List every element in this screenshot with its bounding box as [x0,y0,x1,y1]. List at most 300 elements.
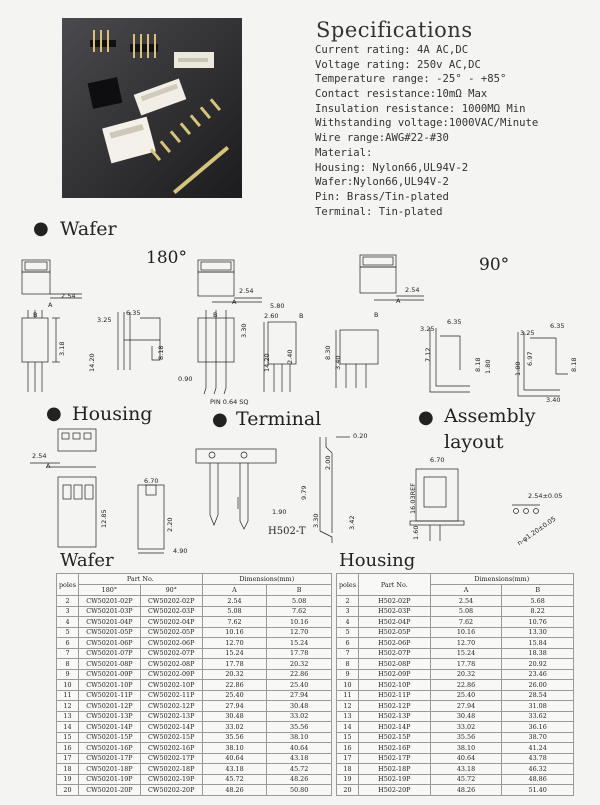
table-cell: CW50201-08P [78,659,140,670]
table-cell: 48.26 [202,785,267,796]
table-cell: CW50202-15P [140,732,202,743]
table-row [57,669,332,680]
table-cell: 11 [337,690,359,701]
table-cell: 19 [337,774,359,785]
dim-label: 1.90 [272,508,287,516]
table-cell: 10.76 [502,617,574,628]
table-cell: 7.62 [430,617,502,628]
table-cell: 38.10 [430,743,502,754]
table-row [57,648,332,659]
housing-table-title: Housing [339,550,416,571]
section-terminal-heading: Terminal [236,408,322,430]
bullet-icon: ● [212,409,228,430]
dim-label: 8.18 [474,357,482,372]
col-180: 180° [78,585,140,596]
table-cell: CW50202-03P [140,606,202,617]
dim-label: 2.54 [61,292,76,300]
table-cell: 25.40 [267,680,332,691]
table-cell: CW50202-13P [140,711,202,722]
table-cell: 17 [57,753,79,764]
dim-label: 8.18 [157,345,165,360]
wafer-table-title: Wafer [60,550,114,571]
table-cell: 20.32 [202,669,267,680]
table-row [57,701,332,712]
col-b: B [502,585,574,596]
table-cell: H502-11P [358,690,430,701]
table-cell: 3 [337,606,359,617]
table-cell: 35.56 [430,732,502,743]
dim-label: 0.90 [178,375,193,383]
table-cell: CW50202-06P [140,638,202,649]
dim-label: 6.97 [526,351,534,366]
table-cell: 38.10 [202,743,267,754]
table-cell: 35.56 [267,722,332,733]
table-cell: 2.54 [202,596,267,607]
table-row [337,606,574,617]
col-90: 90° [140,585,202,596]
dim-label: B [374,311,379,319]
table-row [337,711,574,722]
table-cell: 5.68 [502,596,574,607]
dim-label: 2.60 [264,312,279,320]
table-row [57,627,332,638]
table-row [337,764,574,775]
spec-temperature-range: Temperature range: -25° - +85° [315,73,507,86]
table-cell: CW50201-18P [78,764,140,775]
dim-label: A [48,301,53,309]
spec-housing-material: Housing: Nylon66,UL94V-2 [315,161,469,174]
table-cell: 40.64 [202,753,267,764]
table-cell: 30.48 [202,711,267,722]
dim-label: 16.03REF [409,483,417,514]
section-housing-heading: Housing [72,403,153,425]
table-cell: 27.94 [267,690,332,701]
table-cell: CW50201-04P [78,617,140,628]
table-row [57,711,332,722]
table-cell: 33.02 [430,722,502,733]
table-row [337,722,574,733]
table-cell: H502-10P [358,680,430,691]
table-cell: 27.94 [202,701,267,712]
table-row [57,617,332,628]
dim-label: 2.54 [405,286,420,294]
table-cell: 10 [57,680,79,691]
dim-label: 3.25 [420,325,435,333]
table-cell: 15.24 [267,638,332,649]
dim-label: 3.40 [334,355,342,370]
dim-label: 14.20 [263,353,271,372]
col-poles: poles [57,574,79,596]
dim-label: B [213,311,218,319]
table-cell: 6 [57,638,79,649]
col-part-no: Part No. [358,574,430,596]
table-cell: 7.62 [202,617,267,628]
spec-voltage-rating: Voltage rating: 250v AC,DC [315,58,481,71]
col-part-no: Part No. [78,574,202,585]
table-cell: 14 [337,722,359,733]
table-cell: 2 [337,596,359,607]
table-row [337,596,574,607]
table-cell: H502-12P [358,701,430,712]
angle-180-label: 180° [146,248,187,268]
table-cell: CW50202-05P [140,627,202,638]
table-cell: H502-04P [358,617,430,628]
table-cell: 7.62 [267,606,332,617]
table-cell: CW50202-16P [140,743,202,754]
dim-label: 3.42 [348,515,356,530]
dim-label: 14.20 [88,353,96,372]
col-a: A [202,585,267,596]
dim-label: 1.80 [514,361,522,376]
table-cell: 5.08 [202,606,267,617]
table-cell: 13 [337,711,359,722]
table-cell: 22.86 [430,680,502,691]
table-row [337,638,574,649]
table-cell: CW50201-17P [78,753,140,764]
table-cell: 8 [57,659,79,670]
housing-table [336,573,574,796]
table-cell: CW50202-02P [140,596,202,607]
table-cell: CW50201-07P [78,648,140,659]
dim-label: 8.30 [324,345,332,360]
table-cell: 7 [337,648,359,659]
table-cell: 18 [337,764,359,775]
table-cell: 38.10 [267,732,332,743]
col-dimensions: Dimensions(mm) [430,574,573,585]
spec-material: Material: [315,146,373,159]
table-cell: CW50202-11P [140,690,202,701]
table-cell: 15 [337,732,359,743]
wafer-table [56,573,332,796]
table-row [57,659,332,670]
table-row [337,774,574,785]
table-cell: 40.64 [267,743,332,754]
specifications-title: Specifications [316,18,473,42]
table-cell: 13.30 [502,627,574,638]
dim-label: 7.12 [424,347,432,362]
table-cell: CW50202-09P [140,669,202,680]
table-cell: 9 [337,669,359,680]
dim-label: 8.18 [570,357,578,372]
bullet-icon: ● [418,407,434,428]
table-cell: 10.16 [430,627,502,638]
dim-label: 6.35 [447,318,462,326]
bullet-icon: ● [46,403,62,424]
table-cell: CW50201-06P [78,638,140,649]
table-cell: CW50202-08P [140,659,202,670]
dim-label: 3.30 [312,513,320,528]
table-cell: 43.18 [430,764,502,775]
dim-label: 4.90 [173,547,188,555]
dim-label: PIN 0.64 SQ [210,398,249,406]
table-cell: 12.70 [202,638,267,649]
dim-label: 2.20 [166,517,174,532]
table-row [337,627,574,638]
table-cell: CW50201-16P [78,743,140,754]
dim-label: 3.30 [240,323,248,338]
table-cell: CW50202-19P [140,774,202,785]
table-cell: 2 [57,596,79,607]
dim-label: 2.40 [286,349,294,364]
table-cell: 33.62 [502,711,574,722]
spec-wafer-material: Wafer:Nylon66,UL94V-2 [315,176,449,189]
section-assembly-heading: Assembly [444,405,536,427]
dim-label: 6.35 [126,309,141,317]
table-cell: 36.16 [502,722,574,733]
table-cell: 18.38 [502,648,574,659]
table-row [337,659,574,670]
dim-label: 3.25 [97,316,112,324]
dim-label: 2.54 [32,452,47,460]
table-cell: 23.46 [502,669,574,680]
dim-label: 1.60 [412,525,420,540]
table-cell: 16 [57,743,79,754]
table-cell: 5.08 [430,606,502,617]
dim-label: 3.18 [58,341,66,356]
table-row [57,732,332,743]
table-cell: H502-03P [358,606,430,617]
table-row [57,722,332,733]
dim-label: A [46,462,51,470]
dim-label: A [232,298,237,306]
table-cell: 10 [337,680,359,691]
table-cell: 17.78 [430,659,502,670]
table-cell: CW50202-10P [140,680,202,691]
table-cell: 43.18 [202,764,267,775]
section-assembly-heading-line2: layout [444,431,504,453]
spec-pin-material: Pin: Brass/Tin-plated [315,190,449,203]
table-cell: 33.02 [202,722,267,733]
table-cell: CW50201-15P [78,732,140,743]
col-a: A [430,585,502,596]
table-cell: 25.40 [430,690,502,701]
table-cell: 48.26 [267,774,332,785]
table-row [57,764,332,775]
bullet-icon: ● [33,218,49,239]
table-cell: H502-16P [358,743,430,754]
table-cell: CW50201-02P [78,596,140,607]
table-cell: 8.22 [502,606,574,617]
table-row [57,785,332,796]
table-cell: 12.70 [430,638,502,649]
table-cell: 15.24 [430,648,502,659]
dim-label: B [299,312,304,320]
table-cell: 6 [337,638,359,649]
table-cell: CW50202-20P [140,785,202,796]
table-cell: H502-20P [358,785,430,796]
table-cell: 48.86 [502,774,574,785]
table-row [57,743,332,754]
product-photo [62,18,242,198]
table-cell: 27.94 [430,701,502,712]
table-cell: 20 [337,785,359,796]
dim-label: 9.79 [300,485,308,500]
table-row [337,732,574,743]
table-cell: 50.80 [267,785,332,796]
table-cell: 17.78 [267,648,332,659]
dim-label: 12.85 [100,509,108,528]
table-row [337,743,574,754]
table-cell: H502-07P [358,648,430,659]
dim-label: 6.35 [550,322,565,330]
dim-label: 6.70 [430,456,445,464]
table-cell: 20.32 [267,659,332,670]
table-cell: 11 [57,690,79,701]
table-cell: CW50201-11P [78,690,140,701]
table-row [337,648,574,659]
table-cell: 10.16 [202,627,267,638]
table-cell: CW50201-19P [78,774,140,785]
table-cell: CW50202-17P [140,753,202,764]
terminal-code-label: H502-T [268,526,306,537]
dim-label: 3.40 [546,396,561,404]
table-cell: CW50202-18P [140,764,202,775]
table-cell: 10.16 [267,617,332,628]
section-wafer-heading: Wafer [60,218,117,240]
table-cell: 3 [57,606,79,617]
table-cell: 41.24 [502,743,574,754]
table-cell: 18 [57,764,79,775]
table-cell: 8 [337,659,359,670]
table-cell: 25.40 [202,690,267,701]
table-row [57,774,332,785]
spec-current-rating: Current rating: 4A AC,DC [315,44,469,56]
table-cell: 14 [57,722,79,733]
dim-label: A [396,297,401,305]
table-row [57,638,332,649]
table-cell: 30.48 [267,701,332,712]
table-cell: 12 [57,701,79,712]
spec-wire-range: Wire range:AWG#22-#30 [315,132,449,145]
table-cell: 19 [57,774,79,785]
table-cell: 33.02 [267,711,332,722]
table-cell: 5 [337,627,359,638]
table-cell: CW50201-13P [78,711,140,722]
spec-withstanding-voltage: Withstanding voltage:1000VAC/Minute [315,117,539,130]
table-cell: 15 [57,732,79,743]
specifications-list [315,43,538,219]
table-cell: H502-09P [358,669,430,680]
table-row [337,680,574,691]
table-cell: 16 [337,743,359,754]
table-cell: 43.78 [502,753,574,764]
table-cell: 7 [57,648,79,659]
table-cell: 48.26 [430,785,502,796]
dim-label: B [33,311,38,319]
table-cell: 35.56 [202,732,267,743]
table-cell: CW50201-05P [78,627,140,638]
dim-label: 2.54±0.05 [528,492,563,500]
table-row [337,753,574,764]
table-cell: 5 [57,627,79,638]
table-cell: H502-02P [358,596,430,607]
table-row [57,753,332,764]
table-cell: 45.72 [202,774,267,785]
angle-90-label: 90° [479,255,510,275]
table-cell: CW50202-07P [140,648,202,659]
table-cell: 43.18 [267,753,332,764]
table-row [337,785,574,796]
table-cell: H502-05P [358,627,430,638]
table-cell: 17.78 [202,659,267,670]
table-cell: 20.92 [502,659,574,670]
connector-photo-illustration [62,18,242,198]
col-b: B [267,585,332,596]
table-cell: 2.54 [430,596,502,607]
col-poles: poles [337,574,359,596]
housing-table-container [336,573,574,796]
dim-label: 2.00 [324,455,332,470]
table-cell: 12.70 [267,627,332,638]
dim-label: 2.54 [239,287,254,295]
spec-insulation-resistance: Insulation resistance: 1000MΩ Min [315,102,526,115]
table-row [337,617,574,628]
table-cell: 22.86 [267,669,332,680]
dim-label: 6.70 [144,477,159,485]
col-dimensions: Dimensions(mm) [202,574,331,585]
table-cell: 46.32 [502,764,574,775]
dim-label: 0.20 [353,432,368,440]
table-row [57,690,332,701]
table-cell: 20.32 [430,669,502,680]
table-row [337,701,574,712]
table-cell: 17 [337,753,359,764]
dim-label: n-φ1.20±0.05 [515,514,558,548]
table-cell: CW50202-12P [140,701,202,712]
table-cell: H502-08P [358,659,430,670]
table-cell: H502-13P [358,711,430,722]
table-row [337,669,574,680]
table-cell: 5.08 [267,596,332,607]
table-cell: 15.84 [502,638,574,649]
table-cell: 15.24 [202,648,267,659]
table-cell: 45.72 [430,774,502,785]
table-cell: 51.40 [502,785,574,796]
table-cell: CW50202-04P [140,617,202,628]
table-cell: 12 [337,701,359,712]
table-cell: 4 [57,617,79,628]
table-cell: H502-15P [358,732,430,743]
table-cell: 40.64 [430,753,502,764]
table-cell: 26.00 [502,680,574,691]
table-cell: 9 [57,669,79,680]
table-row [57,680,332,691]
dim-label: 1.80 [484,359,492,374]
table-cell: CW50201-03P [78,606,140,617]
spec-contact-resistance: Contact resistance:10mΩ Max [315,88,488,101]
table-cell: H502-14P [358,722,430,733]
dim-label: 3.25 [520,329,535,337]
table-cell: 30.48 [430,711,502,722]
dim-label: 5.80 [270,302,285,310]
table-cell: 20 [57,785,79,796]
table-cell: CW50201-14P [78,722,140,733]
table-cell: H502-17P [358,753,430,764]
table-row [57,606,332,617]
wafer-table-container [56,573,332,796]
table-cell: CW50201-20P [78,785,140,796]
table-cell: 38.70 [502,732,574,743]
table-cell: CW50201-12P [78,701,140,712]
table-cell: 28.54 [502,690,574,701]
table-cell: CW50201-09P [78,669,140,680]
spec-terminal-material: Terminal: Tin-plated [315,205,443,218]
table-cell: 45.72 [267,764,332,775]
table-cell: 13 [57,711,79,722]
table-row [337,690,574,701]
table-cell: 22.86 [202,680,267,691]
table-cell: H502-06P [358,638,430,649]
